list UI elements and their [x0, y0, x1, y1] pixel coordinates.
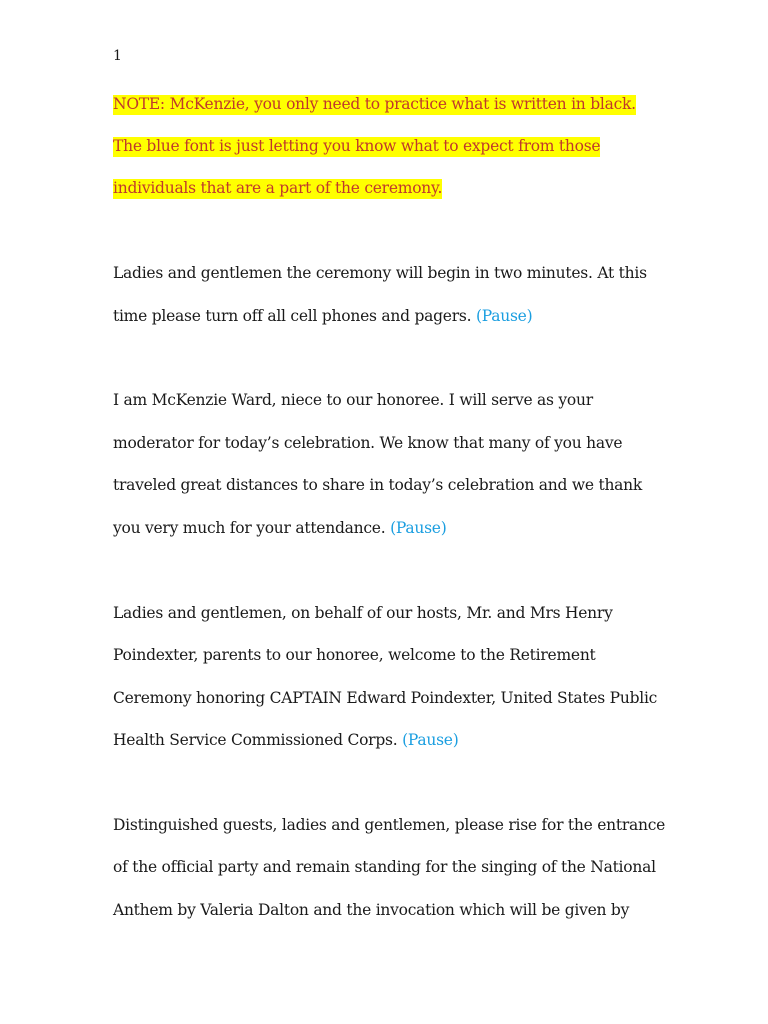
paragraph-text: time please turn off all cell phones and pagers. [113, 307, 476, 325]
paragraph-text: you very much for your attendance. [113, 519, 391, 537]
paragraph-line: moderator for today’s celebration. We know that many of you have [113, 434, 623, 452]
paragraph-line: Ceremony honoring CAPTAIN Edward Poindexter, United States Public [113, 689, 658, 707]
paragraph-line: Ladies and gentlemen, on behalf of our hosts, Mr. and Mrs Henry [113, 604, 613, 622]
note-line [113, 134, 600, 158]
paragraph-line: Ladies and gentlemen the ceremony will begin in two minutes. At this [113, 264, 647, 282]
paragraph-line: Poindexter, parents to our honoree, welcome to the Retirement [113, 646, 596, 664]
note-line [113, 92, 636, 116]
paragraph-line [113, 728, 459, 752]
note-text: The blue font is just letting you know what to expect from those [113, 137, 601, 155]
paragraph-line: Anthem by Valeria Dalton and the invocation which will be given by [113, 901, 630, 919]
paragraph-line: traveled great distances to share in today’s celebration and we thank [113, 476, 643, 494]
paragraph-line: of the official party and remain standing for the singing of the National [113, 858, 656, 876]
page-number: 1 [113, 48, 122, 64]
paragraph-line [113, 304, 532, 328]
pause-cue: (Pause) [390, 519, 447, 537]
note-text: NOTE: McKenzie, you only need to practice what is written in black. [113, 95, 636, 113]
note-line [113, 176, 442, 200]
paragraph-line: Distinguished guests, ladies and gentlemen, please rise for the entrance [113, 816, 666, 834]
note-text: individuals that are a part of the ceremony. [113, 179, 443, 197]
pause-cue: (Pause) [475, 307, 533, 325]
pause-cue: (Pause) [402, 731, 459, 749]
paragraph-text: Health Service Commissioned Corps. [113, 731, 403, 749]
paragraph-line [113, 516, 447, 540]
paragraph-line: I am McKenzie Ward, niece to our honoree. I will serve as your [113, 391, 593, 409]
